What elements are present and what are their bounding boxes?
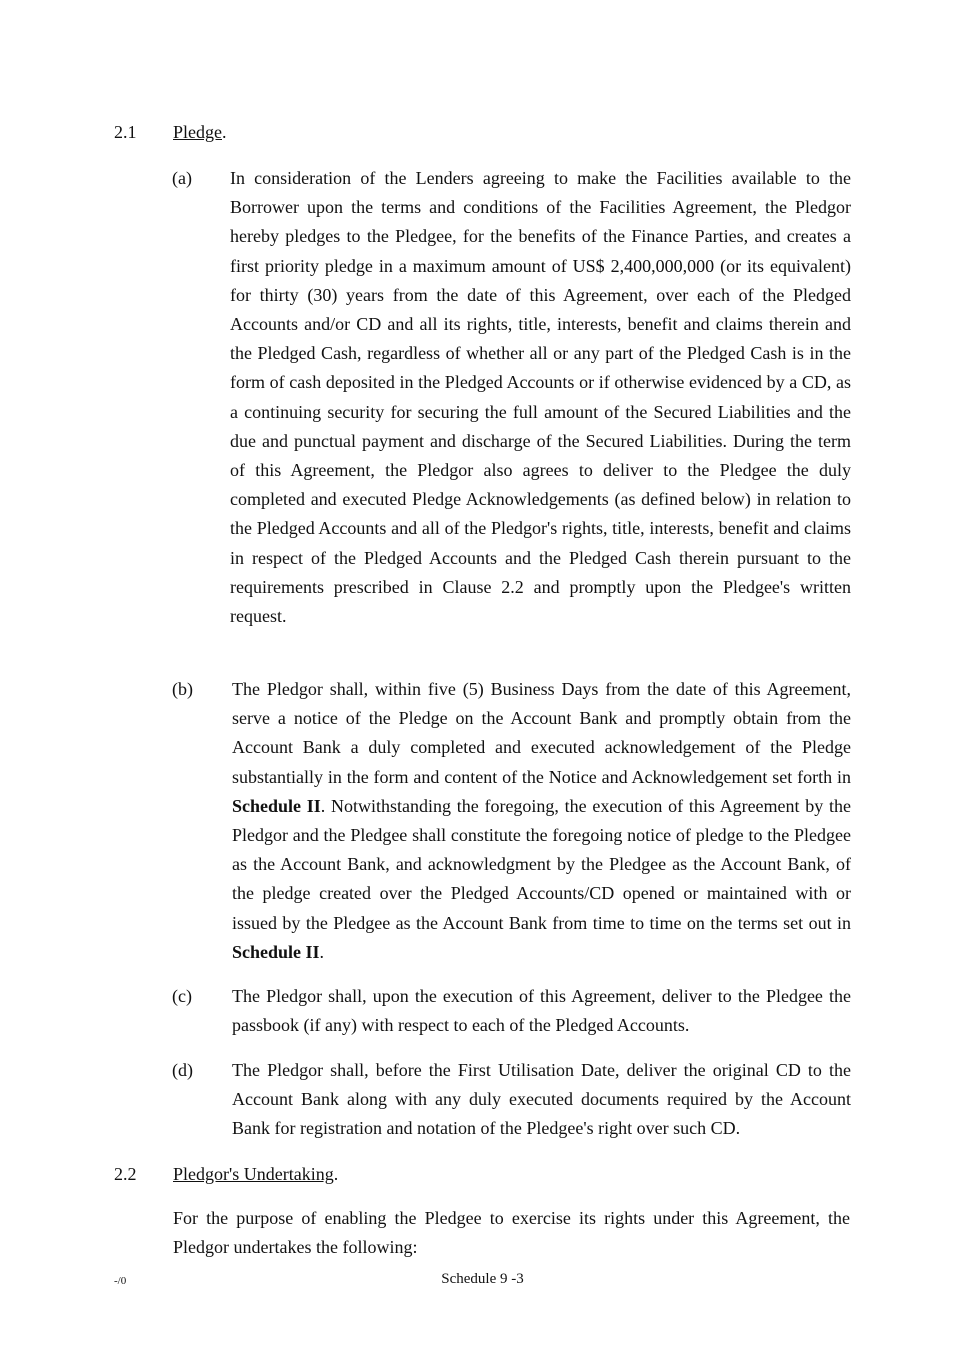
item-text: In consideration of the Lenders agreeing to make the Facilities available to the Borrower upon the terms and conditions of the Facilities Agreement, the Pledgor hereby pledges to the Pledgee, for the benefits of the Finance Parties, and creates a first priority pledge in a maximum amount of US$ 2,400,000,000 (or its equivalent) for thirty (30) years from the date of this Agreement, over each of the Pledged Accounts and/or CD and all its rights, title, interests, benefit and claims therein and the Pledged Cash, regardless of whether all or any part of the Pledged Cash is in the form of cash deposited in the Pledged Accounts or if otherwise evidenced by a CD, as a continuing security for securing the full amount of the Secured Liabilities and the due and punctual payment and discharge of the Secured Liabilities. During the term of this Agreement, the Pledgor also agrees to deliver to the Pledgee the duly completed and executed Pledge Acknowledgements (as defined below) in relation to the Pledged Accounts and all of the Pledgor's rights, title, interests, benefit and claims in respect of the Pledged Accounts and the Pledged Cash therein pursuant to the requirements prescribed in Clause 2.2 and promptly upon the Pledgee's written request. [230,168,851,627]
item-label: (a) [172,168,192,188]
footer-document-code: -/0 [114,1275,127,1287]
section-2-2-heading [114,1160,338,1189]
item-label: (b) [172,679,193,699]
section-title-suffix: . [222,122,227,142]
section-title: Pledge [173,122,222,142]
schedule-reference: Schedule II [232,941,320,962]
section-title: Pledgor's Undertaking [173,1164,334,1184]
item-text-part: . [319,941,325,962]
schedule-reference: Schedule II [232,795,321,816]
item-text [232,675,851,967]
section-title-suffix: . [333,1164,339,1184]
item-label: (d) [172,1060,193,1080]
item-text: The Pledgor shall, before the First Utilisation Date, deliver the original CD to the Account Bank along with any duly executed documents required by the Account Bank for registration and notation of the Pledgee's right over such CD. [232,1060,851,1139]
section-2-1-heading [114,118,227,147]
section-number: 2.1 [114,122,137,142]
item-text: The Pledgor shall, upon the execution of this Agreement, deliver to the Pledgee the passbook (if any) with respect to each of the Pledged Accounts. [232,986,851,1036]
item-text-part: The Pledgor shall, within five (5) Business Days from the date of this Agreement, serve a notice of the Pledge on the Account Bank and promptly obtain from the Account Bank a duly completed and executed acknowledgement of the Pledge substantially in the form and content of the Notice and Acknowledgement set forth in [232,679,851,787]
item-label: (c) [172,986,192,1006]
section-number: 2.2 [114,1164,137,1184]
footer-page-number: Schedule 9 -3 [441,1271,524,1287]
section-2-2-paragraph: For the purpose of enabling the Pledgee to exercise its rights under this Agreement, the Pledgor undertakes the following: [173,1208,850,1257]
item-text-part: . Notwithstanding the foregoing, the execution of this Agreement by the Pledgor and the Pledgee shall constitute the foregoing notice of pledge to the Pledgee as the Account Bank, and acknowledgment by the Pledgee as the Account Bank, of the pledge created over the Pledged Accounts/CD opened or maintained with or issued by the Pledgee as the Account Bank from time to time on the terms set out in [232,795,851,933]
